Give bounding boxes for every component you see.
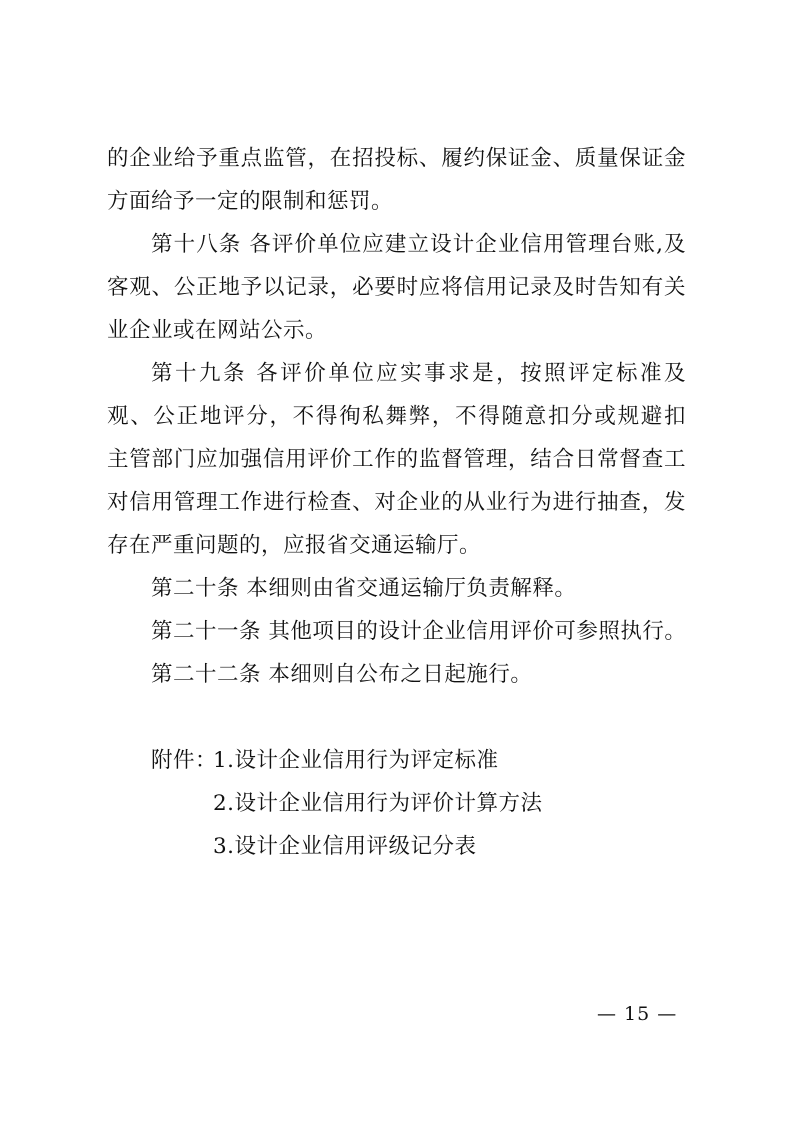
article-20: 第二十条 本细则由省交通运输厅负责解释。 <box>151 576 577 601</box>
article-18-line-3: 业企业或在网站公示。 <box>107 318 328 343</box>
article-18-line-1: 第十八条 各评价单位应建立设计企业信用管理台账,及 <box>151 232 686 257</box>
article-19-line-1: 第十九条 各评价单位应实事求是，按照评定标准及 <box>151 361 686 386</box>
article-19-line-4: 对信用管理工作进行检查、对企业的从业行为进行抽查，发 <box>107 490 686 515</box>
attachment-item-1: 1.设计企业信用行为评定标准 <box>213 748 499 773</box>
attachments-label: 附件： <box>151 748 218 773</box>
article-22: 第二十二条 本细则自公布之日起施行。 <box>151 662 533 687</box>
article-18-line-2: 客观、公正地予以记录，必要时应将信用记录及时告知有关 <box>107 275 686 300</box>
body-line-1: 的企业给予重点监管，在招投标、履约保证金、质量保证金 <box>107 146 686 171</box>
article-21: 第二十一条 其他项目的设计企业信用评价可参照执行。 <box>151 619 687 644</box>
article-19-line-5: 存在严重问题的，应报省交通运输厅。 <box>107 533 482 558</box>
attachment-item-2: 2.设计企业信用行为评价计算方法 <box>213 791 543 816</box>
page-number: — 15 — <box>597 1003 678 1025</box>
body-line-2: 方面给予一定的限制和惩罚。 <box>107 189 394 214</box>
article-19-line-3: 主管部门应加强信用评价工作的监督管理，结合日常督查工 <box>107 447 686 472</box>
article-19-line-2: 观、公正地评分，不得徇私舞弊，不得随意扣分或规避扣 <box>107 404 686 429</box>
attachment-item-3: 3.设计企业信用评级记分表 <box>213 834 477 859</box>
